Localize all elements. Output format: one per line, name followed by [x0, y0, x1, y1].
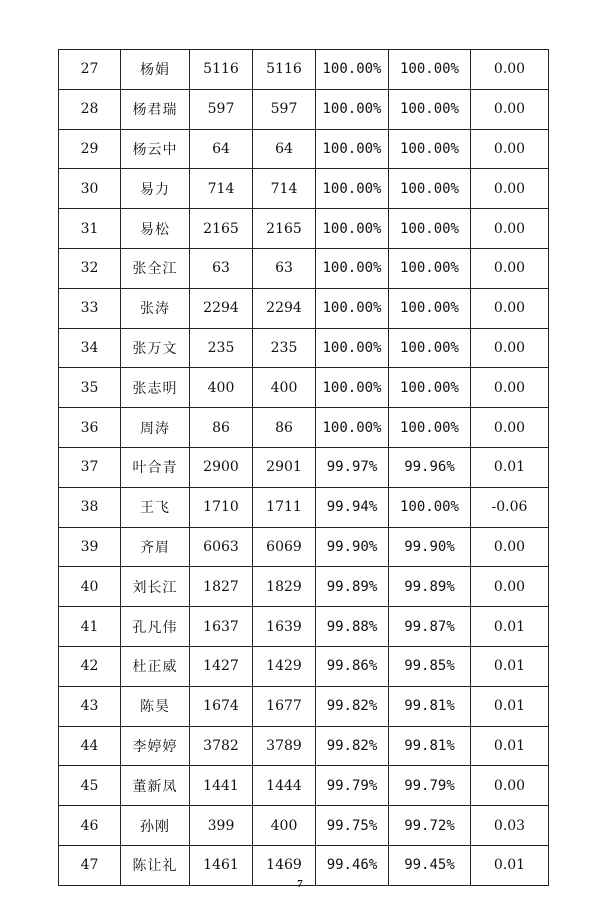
value-b-cell: 235 — [253, 328, 316, 368]
value-a-cell: 6063 — [190, 527, 253, 567]
table-row — [59, 328, 549, 368]
name-cell: 易松 — [121, 209, 190, 249]
row-index-cell: 34 — [59, 328, 121, 368]
table-row — [59, 447, 549, 487]
value-b-cell: 5116 — [253, 50, 316, 90]
table-row — [59, 686, 549, 726]
value-a-cell: 1441 — [190, 766, 253, 806]
percent-b-cell: 100.00% — [389, 169, 471, 209]
difference-cell: 0.01 — [471, 646, 549, 686]
value-b-cell: 1469 — [253, 845, 316, 885]
percent-a-cell: 99.94% — [316, 487, 389, 527]
value-a-cell: 86 — [190, 408, 253, 448]
name-cell: 张全江 — [121, 248, 190, 288]
value-b-cell: 714 — [253, 169, 316, 209]
row-index-cell: 46 — [59, 806, 121, 846]
percent-b-cell: 100.00% — [389, 328, 471, 368]
table-row — [59, 487, 549, 527]
row-index-cell: 38 — [59, 487, 121, 527]
percent-a-cell: 99.46% — [316, 845, 389, 885]
value-a-cell: 399 — [190, 806, 253, 846]
percent-b-cell: 99.90% — [389, 527, 471, 567]
value-a-cell: 2294 — [190, 288, 253, 328]
row-index-cell: 28 — [59, 89, 121, 129]
percent-b-cell: 100.00% — [389, 209, 471, 249]
percent-a-cell: 99.75% — [316, 806, 389, 846]
percent-a-cell: 99.86% — [316, 646, 389, 686]
difference-cell: 0.00 — [471, 567, 549, 607]
percent-b-cell: 99.81% — [389, 726, 471, 766]
percent-a-cell: 99.82% — [316, 686, 389, 726]
value-b-cell: 1829 — [253, 567, 316, 607]
difference-cell: 0.00 — [471, 328, 549, 368]
name-cell: 张万文 — [121, 328, 190, 368]
name-cell: 孙刚 — [121, 806, 190, 846]
value-b-cell: 1429 — [253, 646, 316, 686]
value-a-cell: 1827 — [190, 567, 253, 607]
row-index-cell: 36 — [59, 408, 121, 448]
difference-cell: 0.00 — [471, 50, 549, 90]
difference-cell: 0.03 — [471, 806, 549, 846]
table-row — [59, 408, 549, 448]
value-a-cell: 64 — [190, 129, 253, 169]
table-row — [59, 607, 549, 647]
percent-b-cell: 100.00% — [389, 487, 471, 527]
row-index-cell: 39 — [59, 527, 121, 567]
difference-cell: 0.00 — [471, 209, 549, 249]
difference-cell: 0.00 — [471, 766, 549, 806]
name-cell: 杜正威 — [121, 646, 190, 686]
percent-b-cell: 100.00% — [389, 89, 471, 129]
name-cell: 陈让礼 — [121, 845, 190, 885]
percent-a-cell: 100.00% — [316, 129, 389, 169]
name-cell: 刘长江 — [121, 567, 190, 607]
difference-cell: 0.00 — [471, 288, 549, 328]
percent-b-cell: 100.00% — [389, 248, 471, 288]
data-table — [58, 49, 549, 886]
difference-cell: 0.01 — [471, 845, 549, 885]
name-cell: 周涛 — [121, 408, 190, 448]
value-b-cell: 1639 — [253, 607, 316, 647]
value-a-cell: 63 — [190, 248, 253, 288]
value-b-cell: 597 — [253, 89, 316, 129]
percent-b-cell: 99.79% — [389, 766, 471, 806]
percent-a-cell: 100.00% — [316, 248, 389, 288]
percent-a-cell: 99.90% — [316, 527, 389, 567]
percent-a-cell: 99.97% — [316, 447, 389, 487]
table-row — [59, 129, 549, 169]
name-cell: 陈昊 — [121, 686, 190, 726]
value-a-cell: 2900 — [190, 447, 253, 487]
value-a-cell: 1674 — [190, 686, 253, 726]
value-a-cell: 714 — [190, 169, 253, 209]
value-b-cell: 2294 — [253, 288, 316, 328]
row-index-cell: 42 — [59, 646, 121, 686]
name-cell: 杨娟 — [121, 50, 190, 90]
percent-a-cell: 100.00% — [316, 50, 389, 90]
row-index-cell: 45 — [59, 766, 121, 806]
difference-cell: 0.00 — [471, 89, 549, 129]
row-index-cell: 33 — [59, 288, 121, 328]
difference-cell: -0.06 — [471, 487, 549, 527]
value-b-cell: 400 — [253, 806, 316, 846]
value-a-cell: 1710 — [190, 487, 253, 527]
difference-cell: 0.01 — [471, 447, 549, 487]
difference-cell: 0.01 — [471, 686, 549, 726]
page-number: 7 — [297, 878, 303, 890]
row-index-cell: 32 — [59, 248, 121, 288]
value-a-cell: 597 — [190, 89, 253, 129]
name-cell: 孔凡伟 — [121, 607, 190, 647]
percent-b-cell: 100.00% — [389, 408, 471, 448]
table-row — [59, 248, 549, 288]
table-row — [59, 766, 549, 806]
name-cell: 叶合青 — [121, 447, 190, 487]
row-index-cell: 43 — [59, 686, 121, 726]
percent-a-cell: 100.00% — [316, 408, 389, 448]
value-b-cell: 86 — [253, 408, 316, 448]
percent-b-cell: 100.00% — [389, 129, 471, 169]
row-index-cell: 27 — [59, 50, 121, 90]
row-index-cell: 47 — [59, 845, 121, 885]
value-b-cell: 2165 — [253, 209, 316, 249]
value-b-cell: 6069 — [253, 527, 316, 567]
name-cell: 张志明 — [121, 368, 190, 408]
name-cell: 张涛 — [121, 288, 190, 328]
value-a-cell: 2165 — [190, 209, 253, 249]
row-index-cell: 41 — [59, 607, 121, 647]
value-a-cell: 1461 — [190, 845, 253, 885]
row-index-cell: 29 — [59, 129, 121, 169]
percent-b-cell: 99.96% — [389, 447, 471, 487]
table-row — [59, 527, 549, 567]
value-a-cell: 5116 — [190, 50, 253, 90]
table-row — [59, 567, 549, 607]
row-index-cell: 35 — [59, 368, 121, 408]
name-cell: 王飞 — [121, 487, 190, 527]
percent-b-cell: 100.00% — [389, 368, 471, 408]
table-row — [59, 288, 549, 328]
value-b-cell: 1677 — [253, 686, 316, 726]
difference-cell: 0.00 — [471, 169, 549, 209]
percent-b-cell: 99.87% — [389, 607, 471, 647]
percent-a-cell: 99.79% — [316, 766, 389, 806]
difference-cell: 0.00 — [471, 368, 549, 408]
table-row — [59, 726, 549, 766]
percent-b-cell: 99.45% — [389, 845, 471, 885]
value-a-cell: 400 — [190, 368, 253, 408]
percent-a-cell: 100.00% — [316, 368, 389, 408]
name-cell: 杨云中 — [121, 129, 190, 169]
percent-b-cell: 100.00% — [389, 50, 471, 90]
percent-b-cell: 99.85% — [389, 646, 471, 686]
table-body — [59, 50, 549, 886]
row-index-cell: 37 — [59, 447, 121, 487]
percent-a-cell: 100.00% — [316, 209, 389, 249]
value-b-cell: 1711 — [253, 487, 316, 527]
name-cell: 董新凤 — [121, 766, 190, 806]
table-row — [59, 368, 549, 408]
table-row — [59, 209, 549, 249]
percent-b-cell: 99.81% — [389, 686, 471, 726]
value-b-cell: 2901 — [253, 447, 316, 487]
value-a-cell: 235 — [190, 328, 253, 368]
percent-a-cell: 100.00% — [316, 328, 389, 368]
value-b-cell: 3789 — [253, 726, 316, 766]
table-row — [59, 806, 549, 846]
difference-cell: 0.00 — [471, 248, 549, 288]
row-index-cell: 30 — [59, 169, 121, 209]
percent-a-cell: 100.00% — [316, 89, 389, 129]
difference-cell: 0.00 — [471, 527, 549, 567]
difference-cell: 0.01 — [471, 726, 549, 766]
value-b-cell: 63 — [253, 248, 316, 288]
table-row — [59, 169, 549, 209]
value-a-cell: 1427 — [190, 646, 253, 686]
percent-b-cell: 99.89% — [389, 567, 471, 607]
value-b-cell: 400 — [253, 368, 316, 408]
value-a-cell: 1637 — [190, 607, 253, 647]
name-cell: 易力 — [121, 169, 190, 209]
percent-b-cell: 100.00% — [389, 288, 471, 328]
percent-a-cell: 100.00% — [316, 288, 389, 328]
value-a-cell: 3782 — [190, 726, 253, 766]
percent-a-cell: 99.82% — [316, 726, 389, 766]
difference-cell: 0.01 — [471, 607, 549, 647]
row-index-cell: 40 — [59, 567, 121, 607]
value-b-cell: 64 — [253, 129, 316, 169]
percent-b-cell: 99.72% — [389, 806, 471, 846]
percent-a-cell: 99.88% — [316, 607, 389, 647]
difference-cell: 0.00 — [471, 129, 549, 169]
table-row — [59, 89, 549, 129]
row-index-cell: 44 — [59, 726, 121, 766]
difference-cell: 0.00 — [471, 408, 549, 448]
name-cell: 李婷婷 — [121, 726, 190, 766]
table-row — [59, 646, 549, 686]
row-index-cell: 31 — [59, 209, 121, 249]
percent-a-cell: 99.89% — [316, 567, 389, 607]
percent-a-cell: 100.00% — [316, 169, 389, 209]
name-cell: 杨君瑞 — [121, 89, 190, 129]
name-cell: 齐眉 — [121, 527, 190, 567]
value-b-cell: 1444 — [253, 766, 316, 806]
table-row — [59, 50, 549, 90]
